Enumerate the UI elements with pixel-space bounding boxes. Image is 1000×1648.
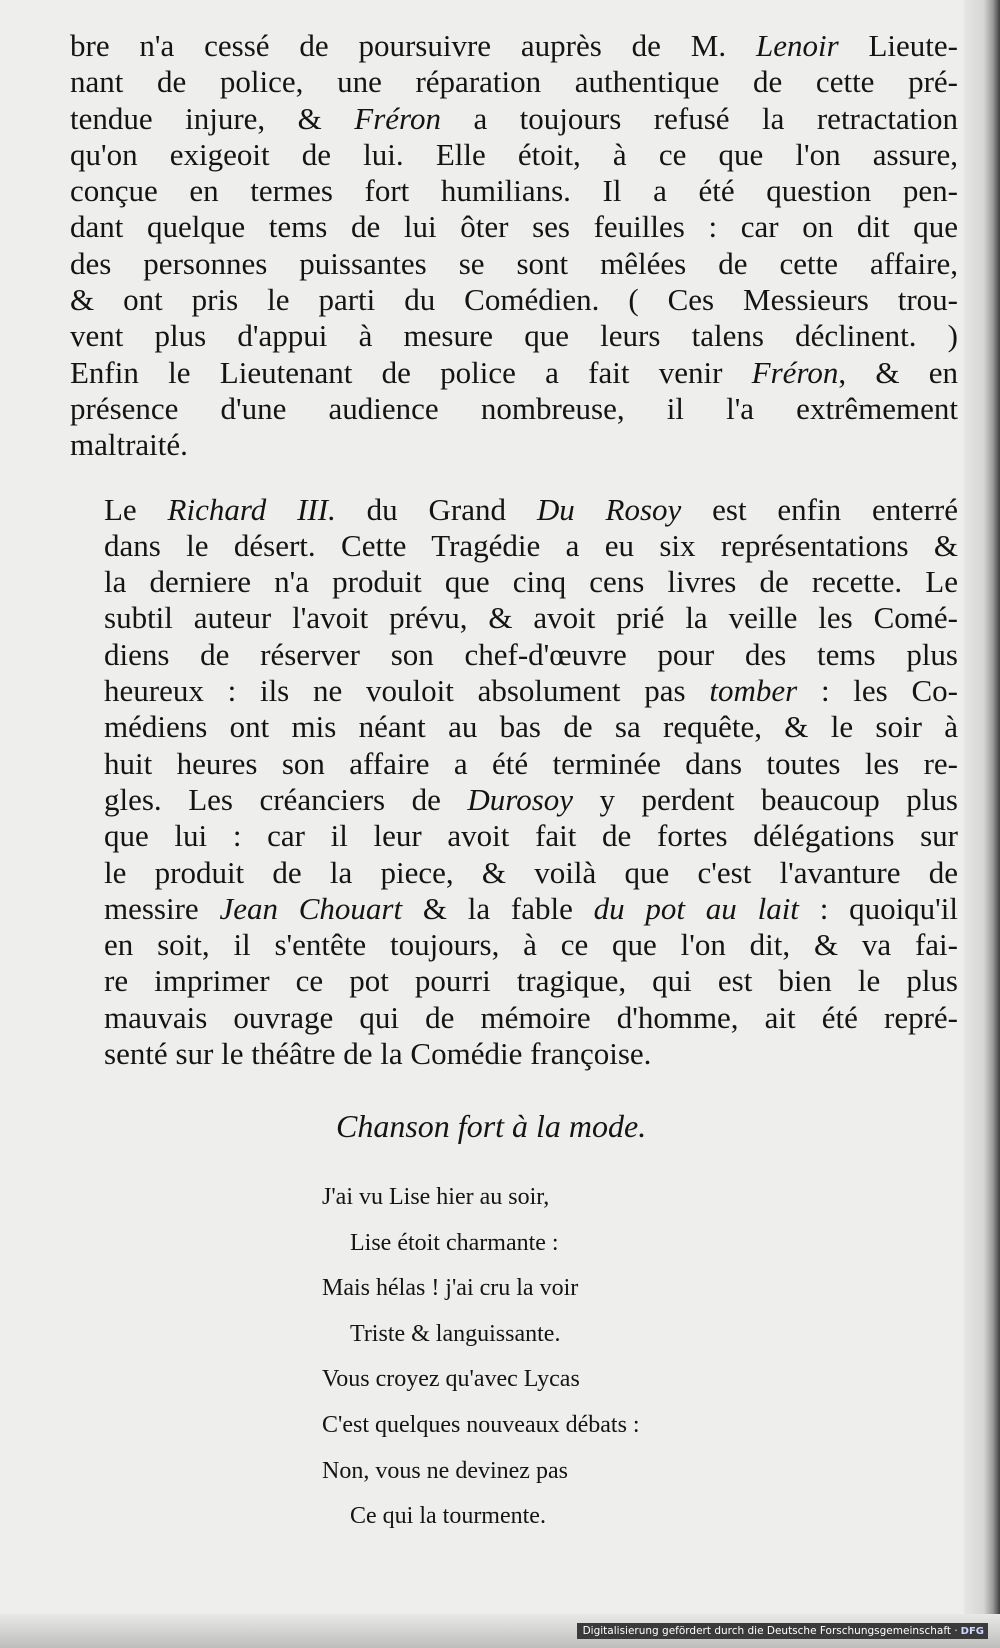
text-line: tendue injure, & Fréron a toujours refusé la retractation — [70, 100, 958, 136]
digitization-credit — [577, 1623, 988, 1639]
verse-line: Triste & languissante. — [350, 1320, 561, 1347]
text-line: Le Richard III. du Grand Du Rosoy est enfin enterré — [104, 491, 958, 527]
verse-line: J'ai vu Lise hier au soir, — [322, 1184, 550, 1210]
text-line: médiens ont mis néant au bas de sa requête, & le soir à — [104, 709, 958, 745]
text-line: en soit, il s'entête toujours, à ce que l'on dit, & va fai- — [104, 927, 958, 963]
body-text — [70, 28, 958, 1072]
text-line: mauvais ouvrage qui de mémoire d'homme, ait été repré- — [104, 999, 958, 1035]
text-line: heureux : ils ne vouloit absolument pas tomber : les Co- — [104, 673, 958, 709]
verse-line: Non, vous ne devinez pas — [322, 1457, 568, 1484]
text-line: conçue en termes fort humilians. Il a été question pen- — [70, 173, 958, 209]
dfg-logo: DFG — [960, 1626, 984, 1637]
text-line: bre n'a cessé de poursuivre auprès de M. Lenoir Lieute- — [70, 28, 958, 63]
text-line: messire Jean Chouart & la fable du pot au lait : quoiqu'il — [104, 890, 958, 926]
credit-text: Digitalisierung gefördert durch die Deutsche Forschungsgemeinschaft · — [582, 1625, 958, 1637]
page-edge-right — [964, 0, 1000, 1648]
song-title: Chanson fort à la mode. — [336, 1108, 647, 1144]
text-line: diens de réserver son chef-d'œuvre pour des tems plus — [104, 636, 958, 672]
text-line: dans le désert. Cette Tragédie a eu six représentations & — [104, 527, 958, 563]
text-line: dant quelque tems de lui ôter ses feuilles : car on dit que — [70, 209, 958, 245]
verse-line: Lise étoit charmante : — [350, 1229, 559, 1256]
song — [322, 1108, 842, 1540]
text-line: qu'on exigeoit de lui. Elle étoit, à ce que l'on assure, — [70, 136, 958, 172]
text-line: présence d'une audience nombreuse, il l'a extrêmement — [70, 390, 958, 426]
text-line: gles. Les créanciers de Durosoy y perdent beaucoup plus — [104, 781, 958, 817]
text-line: le produit de la piece, & voilà que c'est l'avanture de — [104, 854, 958, 890]
text-line: & ont pris le parti du Comédien. ( Ces Messieurs trou- — [70, 282, 958, 318]
text-line: re imprimer ce pot pourri tragique, qui est bien le plus — [104, 963, 958, 999]
verse-line: Mais hélas ! j'ai cru la voir — [322, 1275, 579, 1302]
text-line: des personnes puissantes se sont mêlées de cette affaire, — [70, 245, 958, 281]
text-line: vent plus d'appui à mesure que leurs talens déclinent. ) — [70, 318, 958, 354]
text-line: que lui : car il leur avoit fait de fortes délégations sur — [104, 818, 958, 854]
paragraph-1 — [70, 28, 958, 464]
text-line: huit heures son affaire a été terminée dans toutes les re- — [104, 745, 958, 781]
text-line: subtil auteur l'avoit prévu, & avoit prié la veille les Comé- — [104, 600, 958, 636]
verse-line: C'est quelques nouveaux débats : — [322, 1411, 640, 1438]
text-line: senté sur le théâtre de la Comédie françoise. — [104, 1036, 652, 1072]
text-line: la derniere n'a produit que cinq cens livres de recette. Le — [104, 564, 958, 600]
text-line: maltraité. — [70, 427, 188, 463]
verse-line: Vous croyez qu'avec Lycas — [322, 1366, 580, 1393]
text-line: Enfin le Lieutenant de police a fait venir Fréron, & en — [70, 354, 959, 390]
text-line: nant de police, une réparation authentique de cette pré- — [70, 64, 958, 100]
paragraph-2 — [70, 492, 958, 1073]
verse-line: Ce qui la tourmente. — [350, 1503, 546, 1530]
song-verses — [322, 1175, 842, 1540]
